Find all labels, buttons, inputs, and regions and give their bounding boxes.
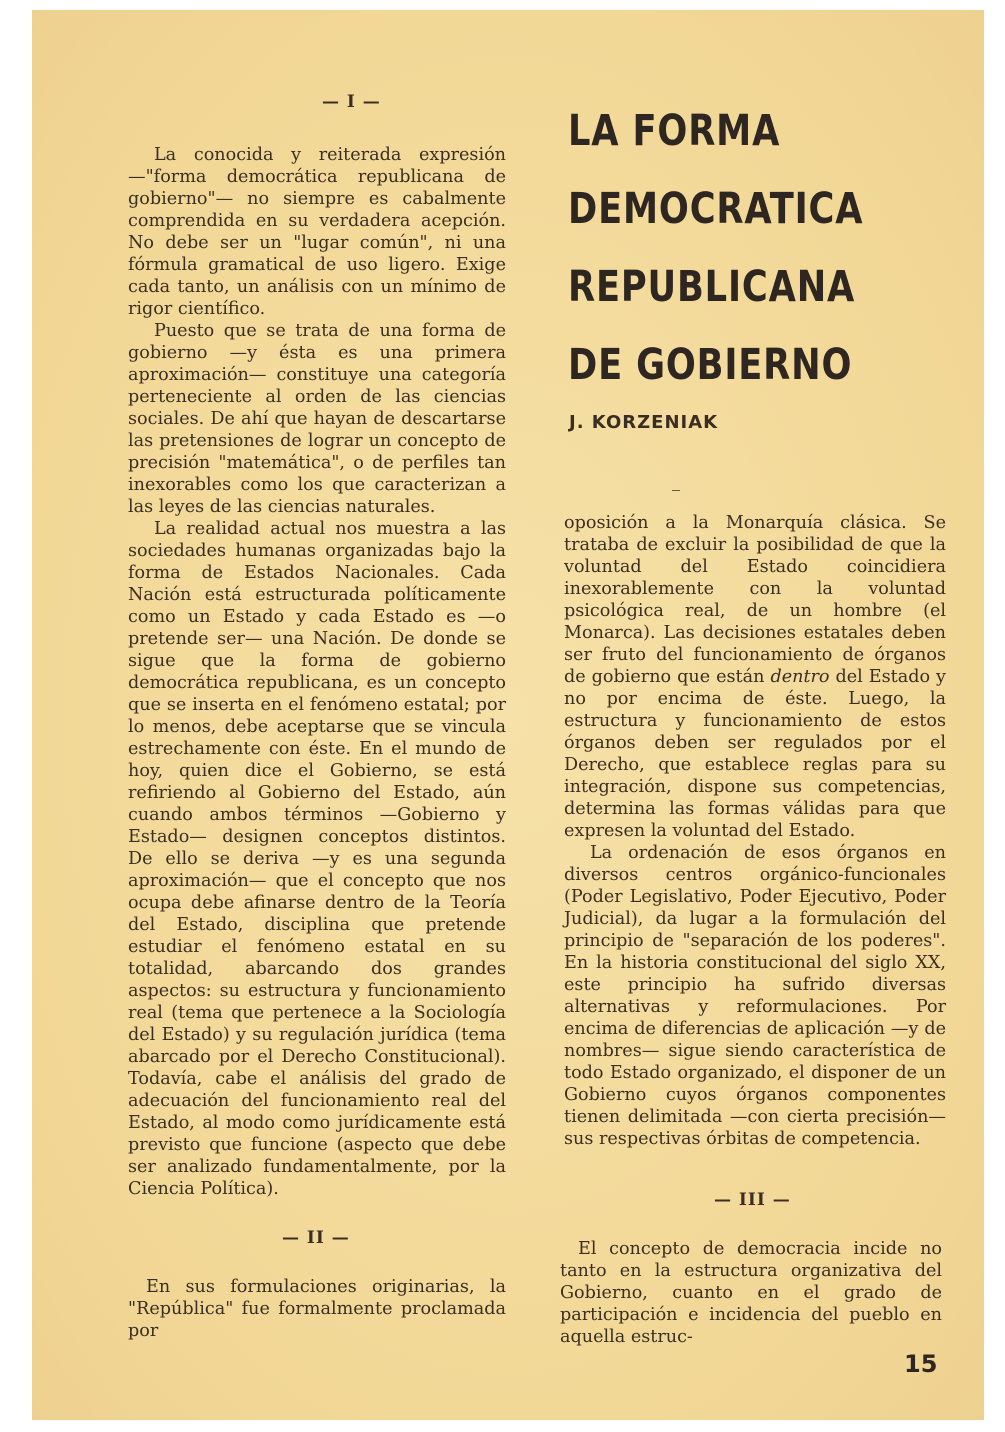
right-column (564, 512, 946, 1150)
paragraph: El concepto de democracia incide no tanto en la estructura organizativa del Gobierno, cuanto en el grado de participación e incidencia del pueblo en aquella estruc- (560, 1239, 942, 1347)
divider-mark (672, 490, 680, 491)
section-three-text (560, 1238, 942, 1348)
paragraph: La ordenación de esos órganos en diversos centros orgánico-funcionales (Poder Legislativo, Poder Ejecutivo, Poder Judicial), da lugar a la formulación del principio de "separación de los poderes". En la historia constitucional del siglo XX, este principio ha sufrido diversas alternativas y reformulaciones. Por encima de diferencias de aplicación —y de nombres— sigue siendo característica de todo Estado organizado, el disponer de un Gobierno cuyos órganos componentes tienen delimitada —con cierta precisión— sus respectivas órbitas de competencia. (564, 843, 946, 1149)
title-line: LA FORMA (568, 106, 781, 156)
title-line: DE GOBIERNO (568, 340, 853, 390)
page-number: 15 (904, 1350, 938, 1378)
paragraph: La realidad actual nos muestra a las sociedades humanas organizadas bajo la forma de Estados Nacionales. Cada Nación está estructurada políticamente como un Estado y cada Estado es —o pretende ser— una Nación. De donde se sigue que la forma de gobierno democrática republicana, es un concepto que se inserta en el fenómeno estatal; por lo menos, debe aceptarse que se vincula estrechamente con éste. En el mundo de hoy, quien dice el Gobierno, se está refiriendo al Gobierno del Estado, aún cuando ambos términos —Gobierno y Estado— designen conceptos distintos. De ello se deriva —y es una segunda aproximación— que el concepto que nos ocupa debe afinarse dentro de la Teoría del Estado, disciplina que pretende estudiar el fenómeno estatal en su totalidad, abarcando dos grandes aspectos: su estructura y funcionamiento real (tema que pertenece a la Sociología del Estado) y su regulación jurídica (tema abarcado por el Derecho Constitucional). Todavía, cabe el análisis del grado de adecuación del funcionamiento real del Estado, al modo como jurídicamente está previsto que funcione (aspecto que debe ser analizado fundamentalmente, por la Ciencia Política). (128, 519, 506, 1199)
paragraph: Puesto que se trata de una forma de gobierno —y ésta es una primera aproximación— constituye una categoría perteneciente al orden de las ciencias sociales. De ahí que hayan de descartarse las pretensiones de lograr un concepto de precisión "matemática", o de perfiles tan inexorables como los que caracterizan a las leyes de las ciencias naturales. (128, 321, 506, 517)
author-byline: J. KORZENIAK (569, 412, 719, 433)
emphasis: dentro (770, 667, 830, 687)
left-column (128, 144, 506, 1200)
section-heading-ii: — II — (282, 1228, 350, 1248)
title-line: REPUBLICANA (568, 262, 856, 312)
paragraph: En sus formulaciones originarias, la "República" fue formalmente proclamada por (128, 1277, 506, 1341)
paragraph (564, 512, 946, 842)
section-heading-i: — I — (322, 92, 381, 112)
section-heading-iii: — III — (714, 1190, 791, 1210)
text-run: oposición a la Monarquía clásica. Se trataba de excluir la posibilidad de que la voluntad del Estado coincidiera inexorablemente con la voluntad psicológica real, de un hombre (el Monarca). Las decisiones estatales deben ser fruto del funcionamiento de órganos de gobierno que están (564, 513, 946, 687)
title-line: DEMOCRATICA (568, 184, 864, 234)
section-two-text (128, 1276, 506, 1342)
magazine-page (32, 10, 984, 1420)
text-run: del Estado y no por encima de éste. Luego, la estructura y funcionamiento de estos órganos deben ser regulados por el Derecho, que establece reglas para su integración, dispone sus competencias, determina las formas válidas para que expresen la voluntad del Estado. (564, 667, 947, 841)
article-title (568, 92, 864, 404)
paragraph: La conocida y reiterada expresión —"forma democrática republicana de gobierno"— no siempre es cabalmente comprendida en su verdadera acepción. No debe ser un "lugar común", ni una fórmula gramatical de uso ligero. Exige cada tanto, un análisis con un mínimo de rigor científico. (128, 145, 506, 319)
